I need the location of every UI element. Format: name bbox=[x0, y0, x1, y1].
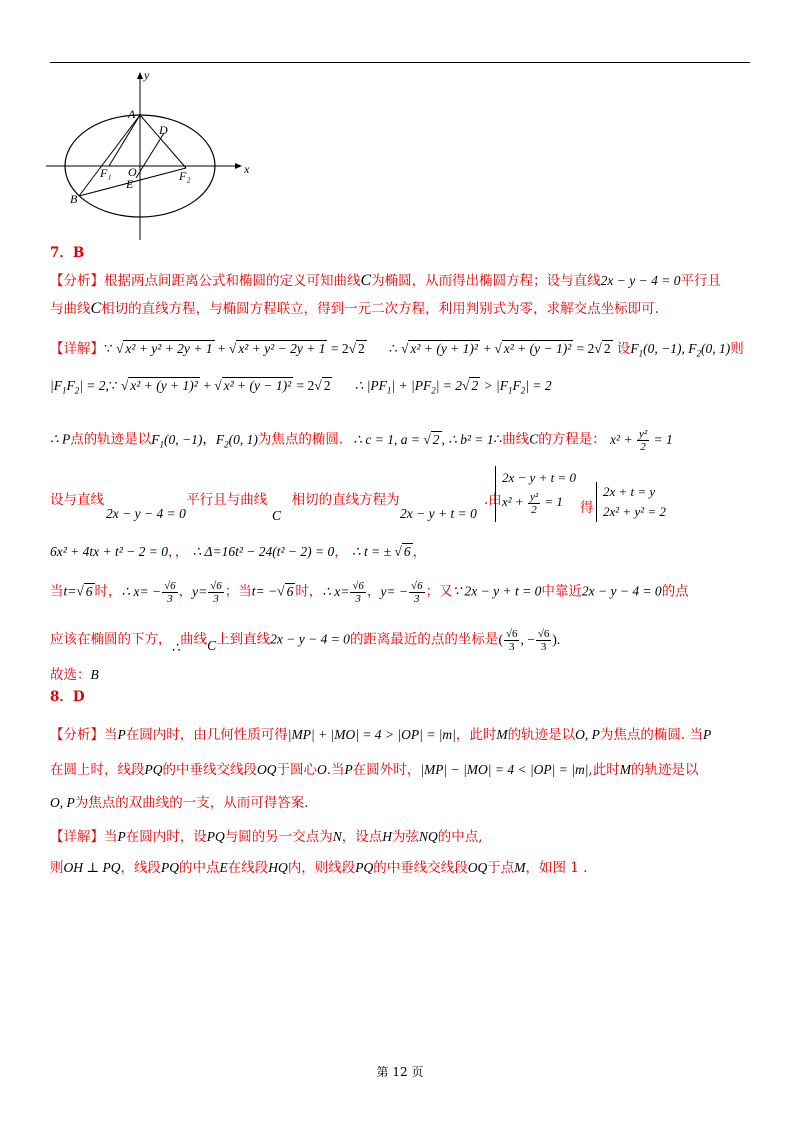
q7-header: 7．B bbox=[50, 245, 85, 261]
text-span: 在圆内时，由几何性质可得 bbox=[125, 727, 288, 743]
math-OP: O, P bbox=[50, 795, 75, 810]
math-perp: OH ⊥ PQ bbox=[63, 860, 121, 875]
label-y: y bbox=[144, 68, 150, 82]
text-span: .当 bbox=[326, 762, 345, 778]
text-span: ，此时 bbox=[455, 727, 497, 743]
math-PQ: PQ bbox=[206, 829, 225, 844]
math-OQ: OQ bbox=[467, 860, 488, 875]
math-comma: , bbox=[105, 378, 109, 393]
text-span: 的距离最近的点的坐标是 bbox=[349, 631, 499, 648]
math-C: C bbox=[360, 272, 372, 289]
label-B: B bbox=[70, 192, 78, 206]
text-span: 点的轨迹是以 bbox=[70, 431, 152, 448]
math-eq4: ∵ √ x² + (y + 1)² + √ x² + (y − 1)² = 2√ 2 bbox=[108, 378, 331, 393]
text-span: 的中点 bbox=[178, 860, 220, 876]
sys2-eq1: 2x + t = y bbox=[603, 484, 656, 499]
q8-xiangjie-line2 bbox=[50, 858, 760, 878]
text-span: 平行且 bbox=[680, 273, 721, 289]
q7-fenxi-line2 bbox=[50, 299, 760, 319]
text-span: 根据两点间距离公式和椭圆的定义可知曲线 bbox=[104, 273, 361, 289]
text-span: 则 bbox=[730, 341, 744, 357]
math-P: P bbox=[117, 727, 126, 742]
math-O: O bbox=[317, 762, 327, 777]
math-therefore: ∴ bbox=[171, 639, 181, 655]
text-span: 故选： bbox=[50, 667, 91, 683]
math-F1: $F_1(0$, −1) bbox=[151, 431, 203, 450]
ellipse-figure bbox=[44, 68, 264, 243]
math-eq5: ∴ $|PF_1| + |PF_2| = 2√$ $2 > |F_1F_2| = 2$ bbox=[354, 378, 552, 396]
system-1 bbox=[495, 466, 576, 522]
page-footer: 第 12 页 bbox=[376, 1065, 424, 1079]
text-span: 为焦点的椭圆. bbox=[257, 431, 344, 448]
math-P: P bbox=[344, 762, 353, 777]
text-span: 当 bbox=[104, 727, 118, 743]
math-eq1: ∵ √ x² + y² + 2y + 1 + √ x² + y² − 2y + 1 = 2√ 2 bbox=[104, 341, 365, 356]
label-F1: F₁ bbox=[100, 166, 112, 180]
q8-fenxi-line1 bbox=[50, 725, 760, 745]
math-line: 2x − y − 4 = 0 bbox=[581, 583, 662, 599]
system-2 bbox=[596, 482, 666, 522]
math-point: ( $\frac{√6}{3}$ , − $\frac{√6}{3}$ ). bbox=[498, 628, 561, 653]
label-D: D bbox=[159, 123, 168, 137]
math-M: M bbox=[496, 727, 508, 742]
text-span: 则 bbox=[50, 860, 64, 876]
math-foci: $F_1(0$, −1), $F_2(0$, 1) bbox=[630, 341, 731, 359]
math-P: P bbox=[117, 829, 126, 844]
math-P: ∴ P bbox=[50, 431, 71, 447]
math-ellipse-eq: x² + $\frac{\text{y²}}{2}$ = 1 bbox=[610, 428, 673, 453]
q8-xiangjie-line1 bbox=[50, 827, 760, 847]
math-y1: y= $\frac{√6}{3}$ bbox=[192, 580, 222, 605]
text-span: 与圆的另一交点为 bbox=[224, 829, 333, 845]
math-line: 2x − y − 4 = 0 bbox=[600, 273, 681, 288]
label-x: x bbox=[244, 162, 250, 176]
text-span: 的轨迹是以 bbox=[507, 727, 576, 743]
math-C: C bbox=[207, 637, 217, 653]
text-span: 上到直线 bbox=[216, 631, 271, 648]
text-span: 曲线 bbox=[180, 631, 208, 648]
math-x2: ∴ x= $\frac{√6}{3}$ bbox=[322, 580, 364, 605]
text-span: 设与直线 bbox=[50, 492, 104, 508]
q7-xiangjie-line7 bbox=[50, 628, 760, 653]
q8-header: 8．D bbox=[50, 689, 85, 705]
text-span: 内，则线段 bbox=[287, 860, 356, 876]
q7-answer bbox=[50, 665, 760, 685]
q7-xiangjie-line3: ∴ P点的轨迹是以$F_1(0$, −1)，$F_2(0$, 1)为焦点的椭圆. ∴ c = 1, a = √ 2 , ∴ b² = 1∴曲线C的方程是： x² + $\frac{\text{y²}}{2}$ = 1 bbox=[50, 428, 673, 453]
q7-xiangjie-line2 bbox=[50, 376, 760, 401]
text-span: 曲线 bbox=[502, 431, 530, 448]
text-span: 相切的直线方程，与椭圆方程联立，得到一元二次方程，利用判别式为零，求解交点坐标即可. bbox=[101, 301, 659, 317]
math-PQ: PQ bbox=[144, 762, 163, 777]
math-PQ: PQ bbox=[160, 860, 179, 875]
q7-xiangjie-line1 bbox=[50, 339, 760, 364]
text-span: 当 bbox=[104, 829, 118, 845]
math-t-pos: t=√ 6 bbox=[63, 583, 93, 599]
text-span: 在圆内时，设 bbox=[125, 829, 207, 845]
text-span: ，线段 bbox=[120, 860, 161, 876]
math-delta: ∴ Δ=16t² − 24(t² − 2) = 0 bbox=[192, 544, 335, 559]
math-cab: ∴ c = 1, a = √ 2 , ∴ b² = 1 bbox=[353, 431, 494, 447]
text-span: 在圆外时， bbox=[352, 762, 421, 778]
text-span: 于圆心 bbox=[276, 762, 317, 778]
math-ineq2: |MP| − |MO| = 4 < |OP| = |m| bbox=[420, 762, 589, 777]
sys1-eq2: x² + $\frac{\text{y²}}{2}$ = 1 bbox=[502, 490, 563, 516]
math-H: H bbox=[382, 829, 393, 844]
math-tangent: 2x − y + t = 0 bbox=[400, 506, 477, 521]
text-span: 在线段 bbox=[227, 860, 269, 876]
text-span: 的中垂线交线段 bbox=[373, 860, 468, 876]
sys1-eq1: 2x − y + t = 0 bbox=[502, 470, 576, 485]
q8-fenxi-tag: 【分析】 bbox=[50, 727, 104, 743]
text-span: 的轨迹是以 bbox=[630, 762, 699, 778]
math-line: 2x − y − 4 = 0 bbox=[270, 631, 350, 647]
math-C: C bbox=[529, 431, 539, 447]
text-span: 的方程是： bbox=[538, 431, 606, 448]
q8-fenxi-line3 bbox=[50, 793, 760, 813]
math-ineq1: |MP| + |MO| = 4 > |OP| = |m| bbox=[287, 727, 456, 742]
math-eq2: ∴ √ x² + (y + 1)² + √ x² + (y − 1)² = 2√ 2 bbox=[389, 341, 611, 356]
math-y2: y= − $\frac{√6}{3}$ bbox=[380, 580, 423, 605]
text-span: 于点 bbox=[487, 860, 515, 876]
q8-fenxi-line2 bbox=[50, 760, 760, 780]
text-span: 的点 bbox=[661, 583, 689, 600]
math-quadratic: 6x² + 4tx + t² − 2 = 0 bbox=[50, 544, 169, 559]
text-span: 时， bbox=[295, 583, 323, 600]
text-span: 与曲线 bbox=[50, 301, 91, 317]
label-O: O bbox=[128, 165, 137, 179]
text-span: 设 bbox=[616, 341, 631, 357]
math-M: M bbox=[619, 762, 631, 777]
header-rule bbox=[50, 62, 750, 63]
math-F2: $F_2(0$, 1) bbox=[215, 431, 258, 450]
math-M: M bbox=[514, 860, 526, 875]
q7-xiangjie-line5: 6x² + 4tx + t² − 2 = 0，， ∴ Δ=16t² − 24(t² − 2) = 0， ∴ t = ± √ 6 ， bbox=[50, 544, 427, 560]
text-span: ,此时 bbox=[588, 762, 620, 778]
text-span: 中靠近 bbox=[541, 583, 582, 600]
text-de: 得 bbox=[580, 500, 594, 516]
text-span: 为焦点的椭圆. 当 bbox=[599, 727, 703, 743]
text-span: .由 bbox=[483, 492, 502, 508]
q7-fenxi-line1 bbox=[50, 271, 760, 291]
math-P: P bbox=[702, 727, 712, 742]
text-span: 为椭圆，从而得出椭圆方程；设与直线 bbox=[371, 273, 601, 289]
math-x1: ∴ x= − $\frac{√6}{3}$ bbox=[121, 580, 176, 605]
math-E: E bbox=[219, 860, 228, 875]
math-t: ∴ t = ± √ 6 bbox=[352, 544, 411, 559]
text-span: 相切的直线方程为 bbox=[291, 492, 400, 508]
q7-xiangjie-line6: 当t=√ 6 时，∴ x= − $\frac{√6}{3}$ ，y= $\frac{√6}{3}$ ；当t= −√ 6 时，∴ x= $\frac{√6}{3}$ ，y= − $\frac{√6}{3}$ ；又∵ 2x − y + t = 0中靠近2x − y − 4 = 0的点 bbox=[50, 580, 689, 605]
label-E: E bbox=[126, 177, 134, 191]
math-C: C bbox=[90, 300, 102, 317]
text-span: 为焦点的双曲线的一支，从而可得答案. bbox=[74, 795, 309, 811]
q7-fenxi-tag: 【分析】 bbox=[50, 273, 104, 289]
text-span: 在圆上时，线段 bbox=[50, 762, 145, 778]
q8-xiangjie-tag: 【详解】 bbox=[50, 829, 104, 845]
text-span: 时， bbox=[94, 583, 122, 600]
answer-B: B bbox=[90, 667, 99, 682]
label-F2: F₂ bbox=[179, 169, 191, 183]
text-span: ，如图 1 . bbox=[525, 860, 588, 876]
y-axis-arrow bbox=[137, 72, 143, 79]
text-span: 平行且与曲线 bbox=[186, 492, 268, 508]
math-C: C bbox=[272, 508, 282, 523]
math-line: 2x − y − 4 = 0 bbox=[106, 506, 186, 521]
text-span: 的中点, bbox=[437, 829, 483, 845]
q7-xiangjie-tag: 【详解】 bbox=[50, 341, 104, 357]
text-span: 当 bbox=[50, 583, 64, 600]
text-span: 应该在椭圆的下方， bbox=[50, 631, 172, 648]
math-OQ: OQ bbox=[257, 762, 277, 777]
math-NQ: NQ bbox=[419, 829, 438, 844]
math-t-neg: t= −√ 6 bbox=[251, 583, 294, 599]
math-line-t: ∵ 2x − y + t = 0 bbox=[452, 583, 542, 599]
x-axis-arrow bbox=[235, 163, 242, 169]
label-A: A bbox=[128, 107, 136, 121]
math-N: N bbox=[332, 829, 342, 844]
math-HQ: HQ bbox=[268, 860, 288, 875]
sys2-eq2: 2x² + y² = 2 bbox=[603, 504, 666, 519]
text-span: ；又 bbox=[425, 583, 453, 600]
segment-F1A bbox=[109, 115, 140, 166]
text-span: ；当 bbox=[224, 583, 252, 600]
math-OP: O, P bbox=[575, 727, 600, 742]
text-span: ，设点 bbox=[341, 829, 383, 845]
math-eq3: $|F_1F_2| = 2$ bbox=[50, 378, 106, 396]
text-span: 为弦 bbox=[392, 829, 420, 845]
text-span: 的中垂线交线段 bbox=[162, 762, 257, 778]
math-PQ: PQ bbox=[355, 860, 374, 875]
